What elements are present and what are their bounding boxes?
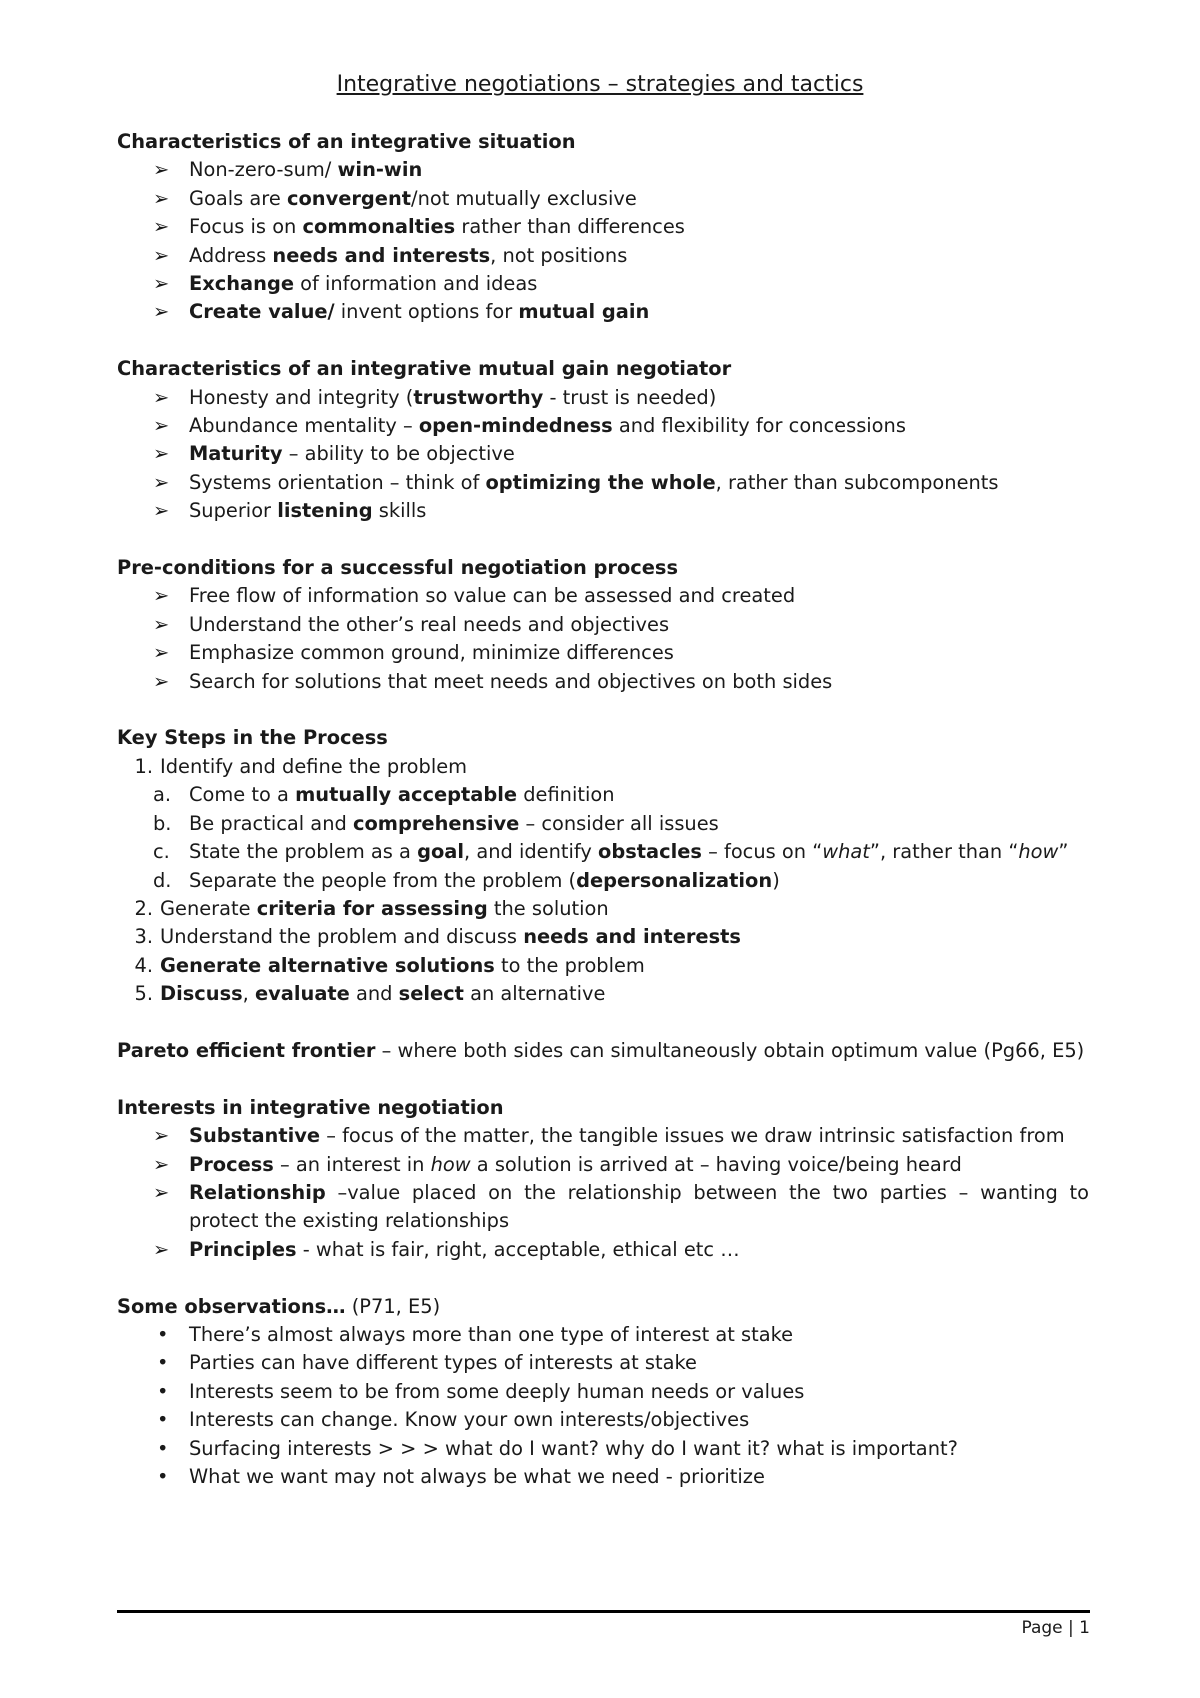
list-item: ➢ Abundance mentality – open-mindedness and flexibility for concessions — [117, 412, 1089, 440]
arrow-bullet-icon: ➢ — [153, 300, 170, 324]
bullet-icon: • — [157, 1408, 169, 1432]
arrow-bullet-icon: ➢ — [153, 1152, 170, 1176]
list-item: ➢ Maturity – ability to be objective — [117, 440, 1089, 468]
document-title: Integrative negotiations – strategies and tactics — [336, 72, 864, 97]
arrow-bullet-icon: ➢ — [153, 470, 170, 494]
list-item: • Interests can change. Know your own interests/objectives — [117, 1406, 1089, 1434]
list-item: ➢ Address needs and interests, not positions — [117, 242, 1089, 270]
arrow-bullet-icon: ➢ — [153, 1180, 170, 1204]
document-body — [117, 128, 1089, 1520]
list-item: ➢ Exchange of information and ideas — [117, 270, 1089, 298]
arrow-bullet-icon: ➢ — [153, 1237, 170, 1261]
list-item: ➢ Superior listening skills — [117, 497, 1089, 525]
section-mutual-gain-negotiator — [117, 355, 1089, 525]
list-item: • There’s almost always more than one type of interest at stake — [117, 1321, 1089, 1349]
section-heading: Interests in integrative negotiation — [117, 1095, 504, 1119]
list-item: • Parties can have different types of interests at stake — [117, 1349, 1089, 1377]
numbered-item: 3. Understand the problem and discuss needs and interests — [134, 925, 741, 949]
section-heading: Characteristics of an integrative mutual gain negotiator — [117, 357, 732, 381]
numbered-item: 5. Discuss, evaluate and select an alternative — [134, 982, 606, 1006]
bullet-icon: • — [157, 1351, 169, 1375]
arrow-bullet-icon: ➢ — [153, 499, 170, 523]
arrow-bullet-icon: ➢ — [153, 414, 170, 438]
lettered-item: d. Separate the people from the problem (depersonalization) — [153, 868, 780, 892]
section-pareto — [117, 1037, 1089, 1065]
arrow-bullet-icon: ➢ — [153, 442, 170, 466]
arrow-bullet-icon: ➢ — [153, 1124, 170, 1148]
pareto-paragraph: Pareto efficient frontier – where both sides can simultaneously obtain optimum value (Pg66, E5) — [117, 1038, 1085, 1062]
section-heading: Characteristics of an integrative situation — [117, 130, 576, 153]
list-item: ➢ Create value/ invent options for mutual gain — [117, 298, 1089, 326]
section-heading: Key Steps in the Process — [117, 726, 388, 750]
arrow-bullet-icon: ➢ — [153, 641, 170, 665]
numbered-item: 1. Identify and define the problem — [134, 754, 468, 778]
list-item: ➢ Systems orientation – think of optimizing the whole, rather than subcomponents — [117, 469, 1089, 497]
arrow-bullet-icon: ➢ — [153, 243, 170, 267]
bullet-icon: • — [157, 1436, 169, 1460]
lettered-item: b. Be practical and comprehensive – consider all issues — [153, 811, 719, 835]
bullet-icon: • — [157, 1379, 169, 1403]
section-interests — [117, 1094, 1089, 1264]
footer-divider — [117, 1610, 1090, 1613]
list-item: ➢ Focus is on commonalties rather than differences — [117, 213, 1089, 241]
section-heading: Some observations… (P71, E5) — [117, 1294, 441, 1318]
arrow-bullet-icon: ➢ — [153, 158, 170, 182]
list-item: ➢ Search for solutions that meet needs and objectives on both sides — [117, 668, 1089, 696]
arrow-bullet-icon: ➢ — [153, 612, 170, 636]
page-number-footer: Page | 1 — [1021, 1618, 1090, 1638]
list-item: • Interests seem to be from some deeply human needs or values — [117, 1378, 1089, 1406]
arrow-bullet-icon: ➢ — [153, 186, 170, 210]
page-number: 1 — [1079, 1618, 1090, 1638]
list-item: • Surfacing interests > > > what do I want? why do I want it? what is important? — [117, 1435, 1089, 1463]
section-preconditions — [117, 554, 1089, 696]
arrow-bullet-icon: ➢ — [153, 385, 170, 409]
arrow-bullet-icon: ➢ — [153, 669, 170, 693]
list-item: ➢ Goals are convergent/not mutually exclusive — [117, 185, 1089, 213]
arrow-bullet-icon: ➢ — [153, 215, 170, 239]
numbered-item: 4. Generate alternative solutions to the problem — [134, 953, 645, 977]
list-item: ➢ Principles - what is fair, right, acceptable, ethical etc … — [117, 1236, 1089, 1264]
list-item: ➢ Emphasize common ground, minimize differences — [117, 639, 1089, 667]
list-item: ➢ Honesty and integrity (trustworthy - trust is needed) — [117, 384, 1089, 412]
list-item: ➢ Substantive – focus of the matter, the tangible issues we draw intrinsic satisfaction from — [117, 1122, 1089, 1150]
list-item: ➢ Non-zero-sum/ win-win — [117, 156, 1089, 184]
list-item: ➢ Free flow of information so value can be assessed and created — [117, 582, 1089, 610]
list-item: ➢ Process – an interest in how a solution is arrived at – having voice/being heard — [117, 1151, 1089, 1179]
arrow-bullet-icon: ➢ — [153, 272, 170, 296]
list-item: ➢ Relationship –value placed on the relationship between the two parties – wanting to protect the existing relationships — [153, 1180, 1089, 1233]
section-heading: Pre-conditions for a successful negotiation process — [117, 556, 679, 580]
list-item: ➢ Understand the other’s real needs and objectives — [117, 611, 1089, 639]
list-item: • What we want may not always be what we need - prioritize — [117, 1463, 1089, 1491]
section-key-steps — [117, 724, 1089, 1008]
lettered-item: c. State the problem as a goal, and identify obstacles – focus on “what”, rather than “how” — [153, 840, 1069, 864]
arrow-bullet-icon: ➢ — [153, 584, 170, 608]
bullet-icon: • — [157, 1465, 169, 1488]
section-integrative-situation — [117, 128, 1089, 327]
bullet-icon: • — [157, 1322, 169, 1346]
lettered-item: a. Come to a mutually acceptable definition — [153, 783, 615, 807]
numbered-item: 2. Generate criteria for assessing the solution — [134, 896, 609, 920]
section-observations — [117, 1293, 1089, 1492]
